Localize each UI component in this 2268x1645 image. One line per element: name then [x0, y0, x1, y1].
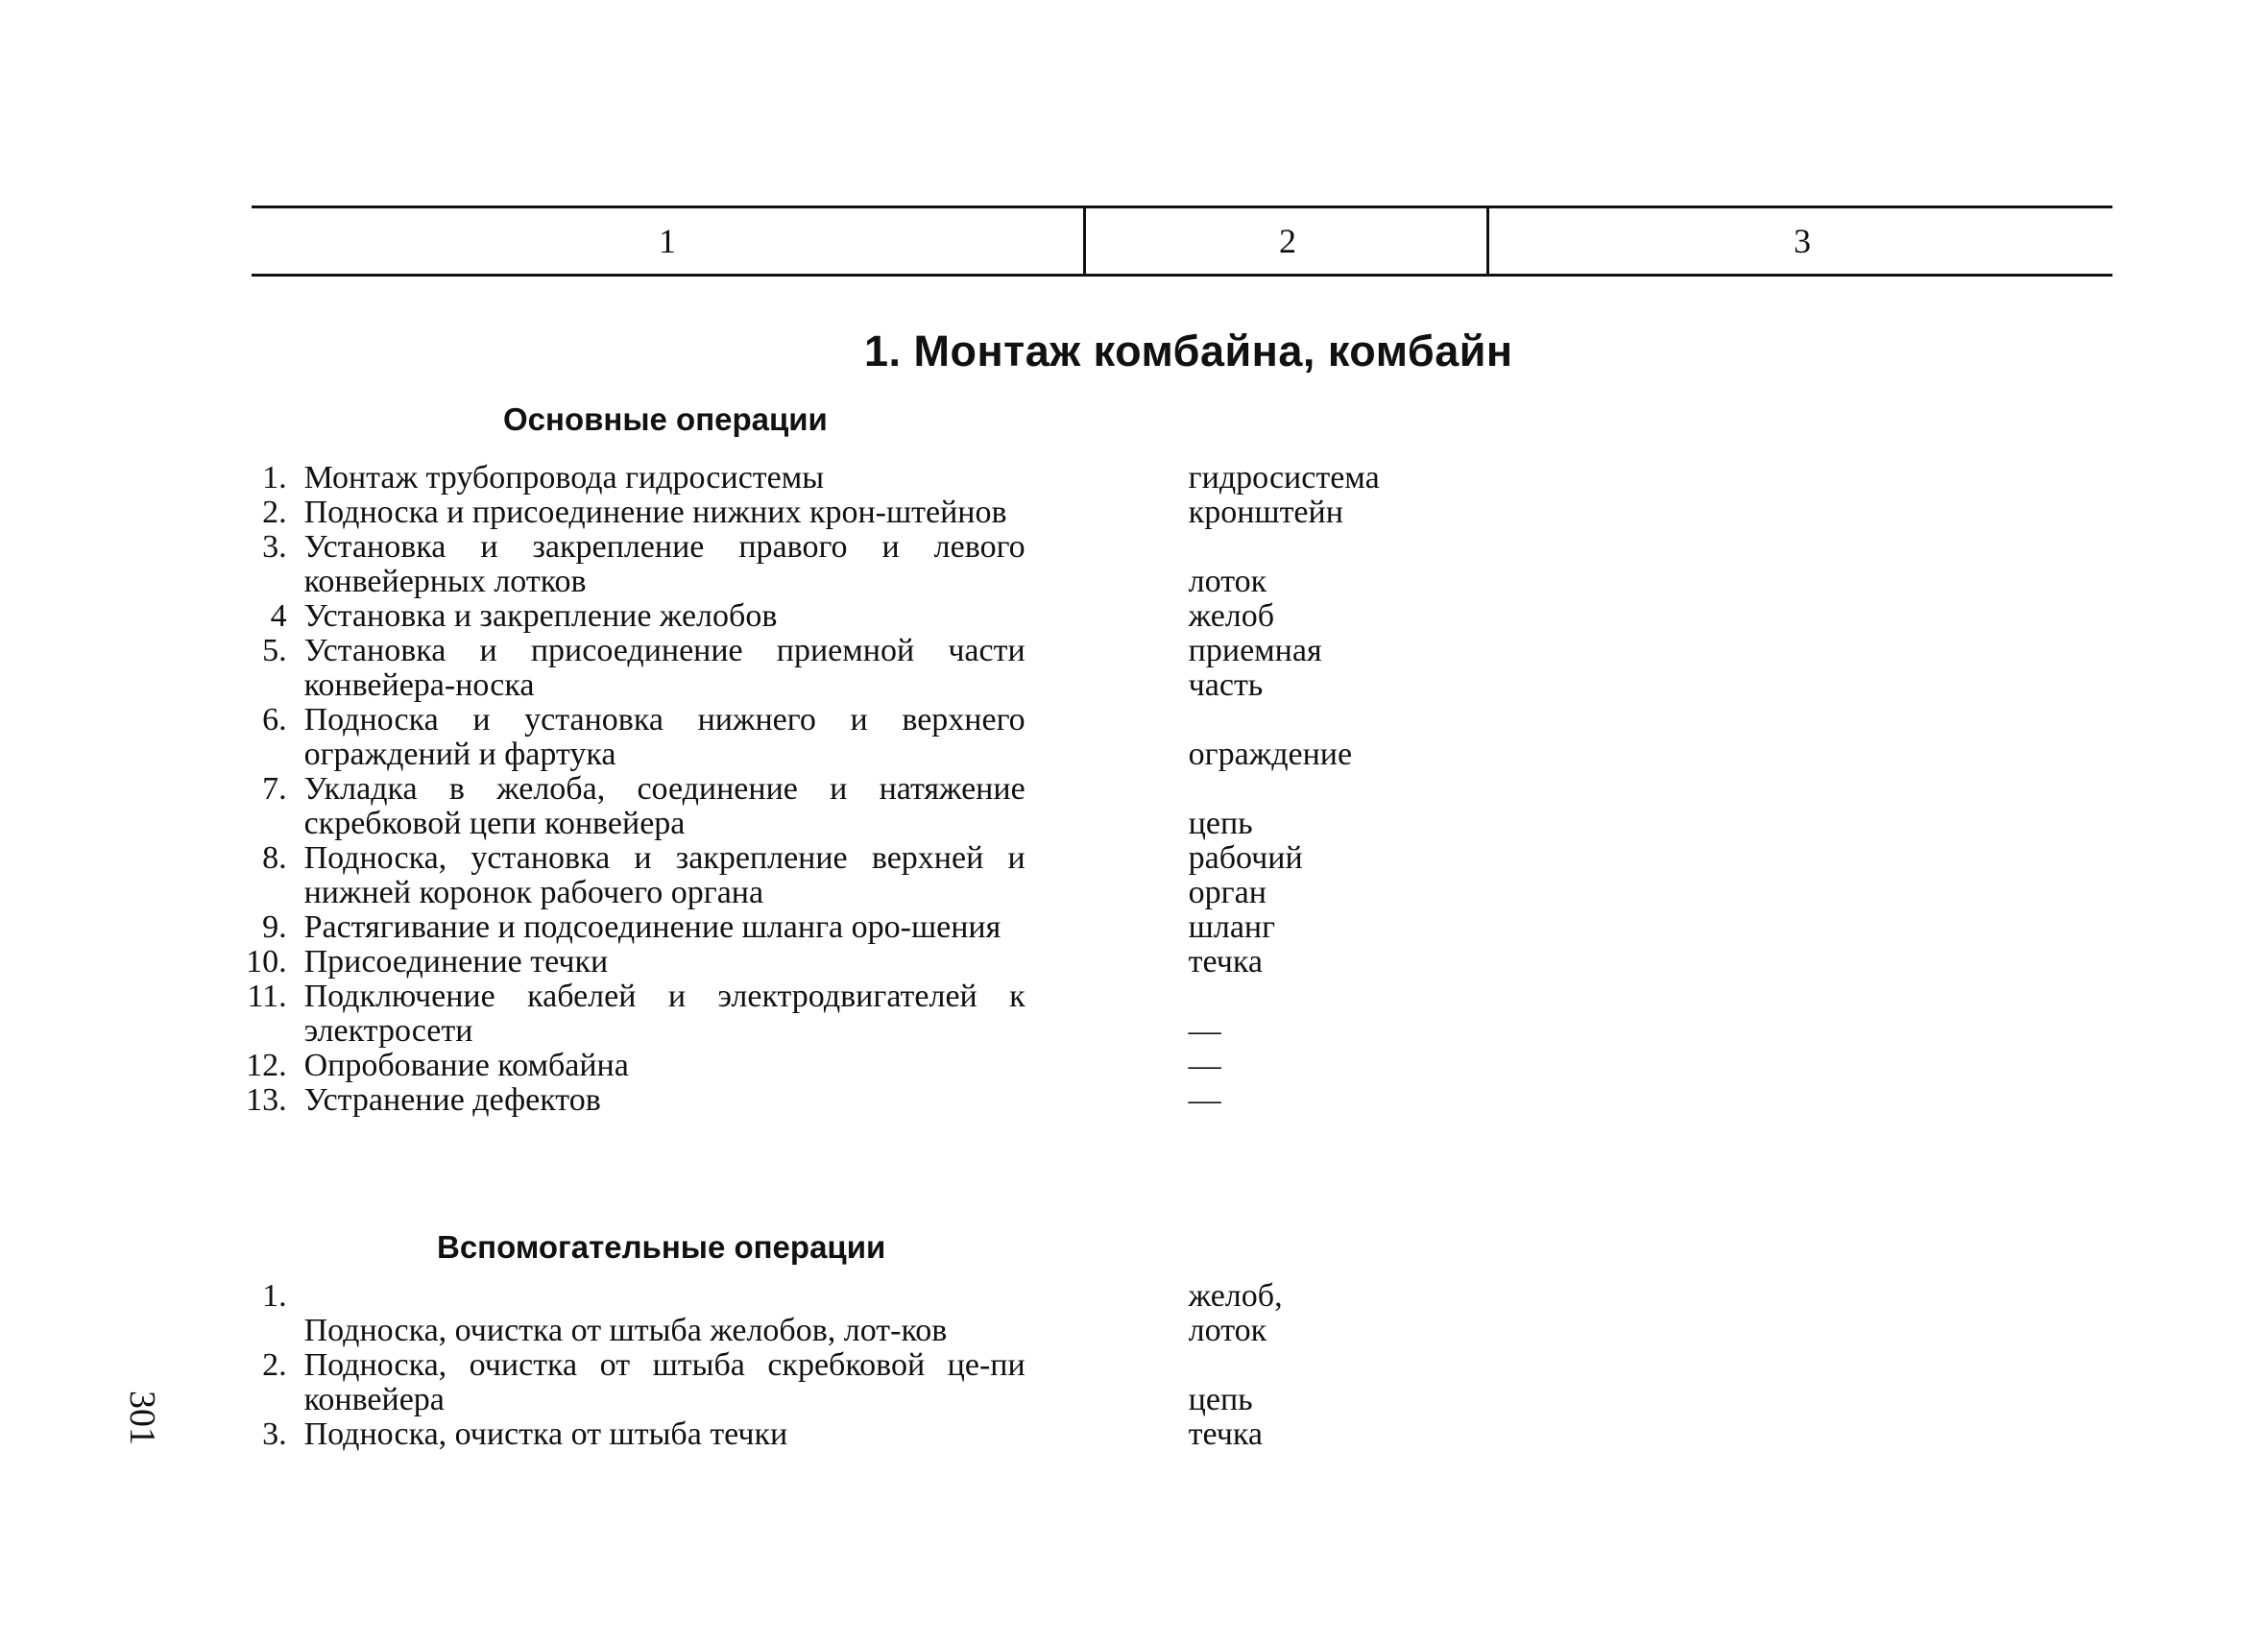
item-number: 4 — [270, 598, 287, 634]
list-item — [230, 599, 1479, 634]
list-item — [230, 772, 1479, 841]
item-element: приемная часть — [1188, 633, 1322, 703]
list-item — [230, 1083, 1479, 1118]
item-description: Устранение дефектов — [303, 1082, 601, 1118]
item-number: 6. — [262, 702, 287, 738]
item-element: цепь — [1188, 806, 1253, 841]
item-element: шланг — [1188, 909, 1276, 945]
auxiliary-operations-heading: Вспомогательные операции — [437, 1229, 886, 1265]
item-element: — — [1188, 1013, 1221, 1049]
item-number: 11. — [247, 979, 287, 1014]
list-item — [230, 1279, 1479, 1348]
item-description: Растягивание и подсоединение шланга оро-шения — [303, 909, 1001, 945]
list-item — [230, 980, 1479, 1049]
item-element: гидросистема — [1188, 460, 1380, 496]
column-header-table — [252, 206, 2112, 277]
list-item — [230, 1417, 1479, 1452]
item-description: Укладка в желоба, соединение и натяжение скребковой цепи конвейера — [303, 771, 1025, 841]
item-description: Опробование комбайна — [303, 1048, 629, 1083]
section-title: 1. Монтаж комбайна, комбайн — [864, 327, 1513, 375]
page-number: 301 — [122, 1391, 162, 1445]
item-number: 2. — [262, 495, 287, 530]
item-number: 1. — [262, 1278, 287, 1314]
item-number: 10. — [246, 944, 287, 980]
item-element: течка — [1188, 944, 1263, 980]
item-description: Подноска, установка и закрепление верхней и нижней коронок рабочего органа — [303, 840, 1025, 910]
list-item — [230, 1049, 1479, 1083]
list-item — [230, 910, 1479, 945]
item-description: Подноска, очистка от штыба скребковой це-пи конвейера — [303, 1347, 1025, 1417]
column-header-1: 1 — [659, 222, 676, 260]
item-description: Подноска, очистка от штыба желобов, лот-ков — [303, 1313, 948, 1348]
list-item — [230, 496, 1479, 530]
list-item — [230, 1348, 1479, 1417]
item-element: — — [1188, 1082, 1221, 1118]
list-item — [230, 945, 1479, 980]
list-item — [230, 634, 1479, 703]
item-number: 9. — [262, 909, 287, 945]
list-item — [230, 530, 1479, 599]
item-element: желоб, лоток — [1188, 1278, 1283, 1348]
column-header-3: 3 — [1486, 208, 2115, 274]
column-header-2: 2 — [1083, 208, 1489, 274]
item-description: Установка и присоединение приемной части конвейера-носка — [303, 633, 1025, 703]
item-element: — — [1188, 1048, 1221, 1083]
item-description: Присоединение течки — [303, 944, 609, 980]
item-description: Подноска и установка нижнего и верхнего ограждений и фартука — [303, 702, 1025, 772]
item-number: 12. — [246, 1048, 287, 1083]
auxiliary-operations-list — [230, 1279, 1479, 1452]
item-element: ограждение — [1188, 737, 1353, 772]
item-number: 13. — [246, 1082, 287, 1118]
item-element: цепь — [1188, 1382, 1253, 1417]
item-element: течка — [1188, 1416, 1263, 1452]
item-element: рабочий орган — [1188, 840, 1303, 910]
item-description: Монтаж трубопровода гидросистемы — [303, 460, 825, 496]
item-number: 3. — [262, 529, 287, 565]
item-number: 8. — [262, 840, 287, 876]
main-operations-heading: Основные операции — [503, 401, 828, 437]
item-number: 3. — [262, 1416, 287, 1452]
item-element: желоб — [1188, 598, 1275, 634]
item-description: Установка и закрепление правого и левого конвейерных лотков — [303, 529, 1025, 599]
item-description: Подноска и присоединение нижних крон-штейнов — [303, 495, 1007, 530]
list-item — [230, 703, 1479, 772]
list-item — [230, 461, 1479, 496]
list-item — [230, 841, 1479, 910]
item-description: Установка и закрепление желобов — [303, 598, 778, 634]
item-number: 2. — [262, 1347, 287, 1383]
main-operations-list — [230, 461, 1479, 1118]
item-number: 1. — [262, 460, 287, 496]
item-element: кронштейн — [1188, 495, 1343, 530]
item-description: Подноска, очистка от штыба течки — [303, 1416, 788, 1452]
item-number: 7. — [262, 771, 287, 807]
item-description: Подключение кабелей и электродвигателей к электросети — [303, 979, 1025, 1049]
item-number: 5. — [262, 633, 287, 668]
item-element: лоток — [1188, 564, 1267, 599]
